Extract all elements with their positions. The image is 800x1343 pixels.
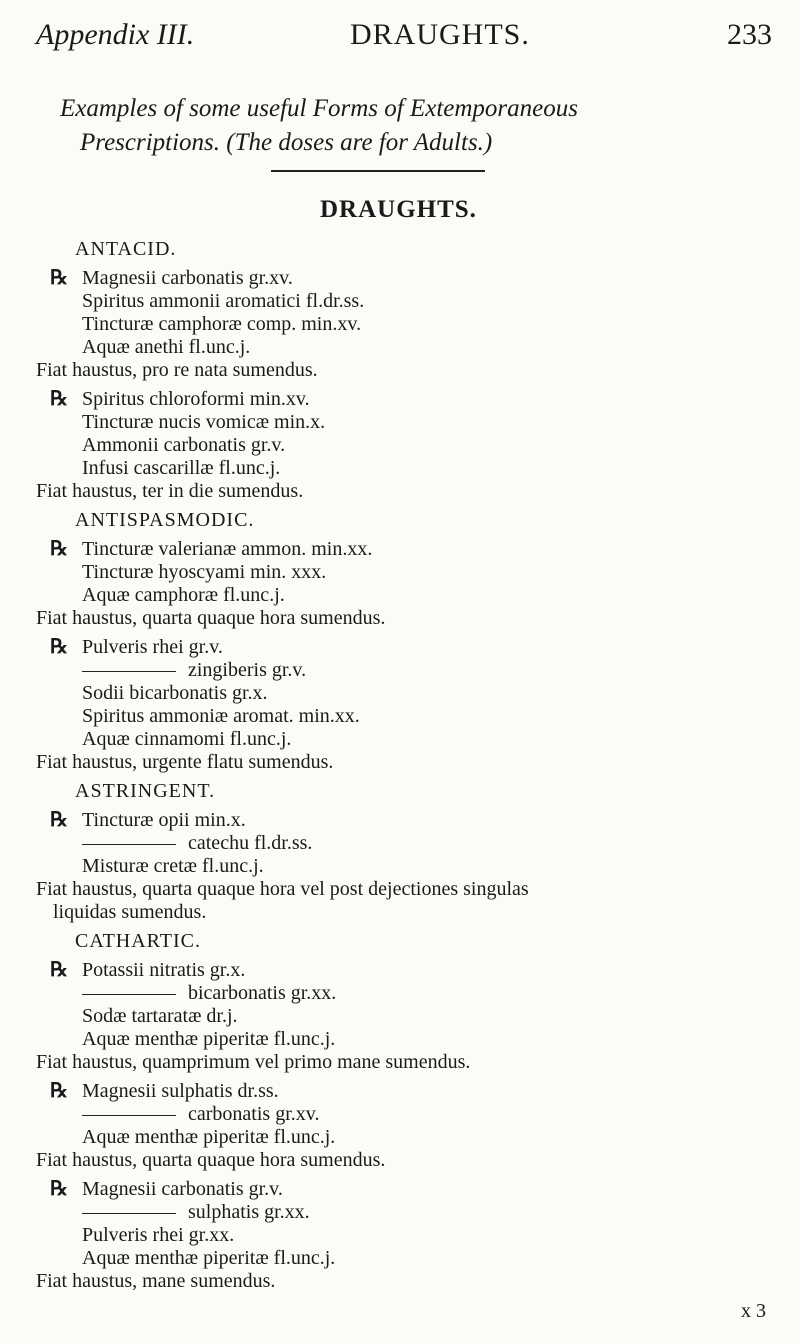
heading-astringent: ASTRINGENT.: [75, 780, 216, 802]
ditto-dash: [82, 671, 176, 672]
rx-symbol: ℞: [50, 538, 68, 560]
ditto-dash: [82, 1213, 176, 1214]
directions: Fiat haustus, quamprimum vel primo mane sumendus.: [36, 1051, 471, 1073]
page-number: 233: [727, 18, 772, 51]
rx-symbol: ℞: [50, 1178, 68, 1200]
appendix-label: Appendix III.: [36, 18, 195, 51]
ingredient: Pulveris rhei gr.v.: [82, 636, 223, 658]
ditto-dash: [82, 1115, 176, 1116]
prescription: [36, 809, 800, 924]
directions-continued: liquidas sumendus.: [53, 901, 207, 923]
intro-line-1: Examples of some useful Forms of Extemporaneous: [60, 95, 578, 122]
ingredient: Aquæ cinnamomi fl.unc.j.: [82, 728, 292, 750]
running-head: [36, 18, 772, 58]
intro-heading: [60, 92, 760, 160]
heading-antispasmodic: ANTISPASMODIC.: [75, 509, 255, 531]
ingredient: Spiritus ammonii aromatici fl.dr.ss.: [82, 290, 365, 312]
prescription: [36, 636, 800, 774]
heading-cathartic: CATHARTIC.: [75, 930, 202, 952]
rx-symbol: ℞: [50, 636, 68, 658]
ingredient: Sodæ tartaratæ dr.j.: [82, 1005, 238, 1027]
prescription: [36, 538, 800, 630]
ingredient: Magnesii carbonatis gr.xv.: [82, 267, 293, 289]
ingredient: catechu fl.dr.ss.: [188, 832, 313, 854]
directions: Fiat haustus, mane sumendus.: [36, 1270, 276, 1292]
ingredient: Tincturæ hyoscyami min. xxx.: [82, 561, 327, 583]
ingredient: Pulveris rhei gr.xx.: [82, 1224, 235, 1246]
rx-symbol: ℞: [50, 388, 68, 410]
intro-line-2: Prescriptions. (The doses are for Adults.): [80, 129, 493, 156]
ingredient: Magnesii carbonatis gr.v.: [82, 1178, 283, 1200]
directions: Fiat haustus, ter in die sumendus.: [36, 480, 304, 502]
ingredient: Aquæ menthæ piperitæ fl.unc.j.: [82, 1247, 336, 1269]
directions: Fiat haustus, quarta quaque hora sumendus.: [36, 1149, 386, 1171]
ingredient: bicarbonatis gr.xx.: [188, 982, 337, 1004]
ditto-dash: [82, 844, 176, 845]
ingredient: Potassii nitratis gr.x.: [82, 959, 246, 981]
ingredient: Aquæ camphoræ fl.unc.j.: [82, 584, 285, 606]
ingredient: zingiberis gr.v.: [188, 659, 307, 681]
ingredient: Aquæ menthæ piperitæ fl.unc.j.: [82, 1126, 336, 1148]
directions: Fiat haustus, urgente flatu sumendus.: [36, 751, 334, 773]
ditto-dash: [82, 994, 176, 995]
ingredient: Ammonii carbonatis gr.v.: [82, 434, 286, 456]
ingredient: Sodii bicarbonatis gr.x.: [82, 682, 268, 704]
ingredient: Spiritus ammoniæ aromat. min.xx.: [82, 705, 360, 727]
divider-rule: [271, 170, 485, 172]
ingredient: Aquæ menthæ piperitæ fl.unc.j.: [82, 1028, 336, 1050]
prescription: [36, 267, 800, 382]
rx-symbol: ℞: [50, 267, 68, 289]
directions: Fiat haustus, pro re nata sumendus.: [36, 359, 318, 381]
section-title: DRAUGHTS.: [320, 196, 477, 223]
ingredient: Aquæ anethi fl.unc.j.: [82, 336, 251, 358]
rx-symbol: ℞: [50, 1080, 68, 1102]
directions: Fiat haustus, quarta quaque hora sumendus.: [36, 607, 386, 629]
ingredient: carbonatis gr.xv.: [188, 1103, 320, 1125]
signature-mark: x 3: [741, 1300, 766, 1322]
ingredient: Magnesii sulphatis dr.ss.: [82, 1080, 279, 1102]
ingredient: sulphatis gr.xx.: [188, 1201, 310, 1223]
chapter-title: DRAUGHTS.: [350, 18, 530, 51]
prescription: [36, 1178, 800, 1293]
heading-antacid: ANTACID.: [75, 238, 177, 260]
ingredient: Tincturæ nucis vomicæ min.x.: [82, 411, 326, 433]
ingredient: Spiritus chloroformi min.xv.: [82, 388, 310, 410]
rx-symbol: ℞: [50, 809, 68, 831]
rx-symbol: ℞: [50, 959, 68, 981]
ingredient: Misturæ cretæ fl.unc.j.: [82, 855, 264, 877]
prescription: [36, 388, 800, 503]
ingredient: Tincturæ camphoræ comp. min.xv.: [82, 313, 362, 335]
prescription: [36, 1080, 800, 1172]
prescription: [36, 959, 800, 1074]
ingredient: Tincturæ valerianæ ammon. min.xx.: [82, 538, 373, 560]
ingredient: Tincturæ opii min.x.: [82, 809, 246, 831]
prescriptions: [36, 232, 800, 1293]
ingredient: Infusi cascarillæ fl.unc.j.: [82, 457, 281, 479]
directions: Fiat haustus, quarta quaque hora vel post dejectiones singulas: [36, 878, 529, 900]
